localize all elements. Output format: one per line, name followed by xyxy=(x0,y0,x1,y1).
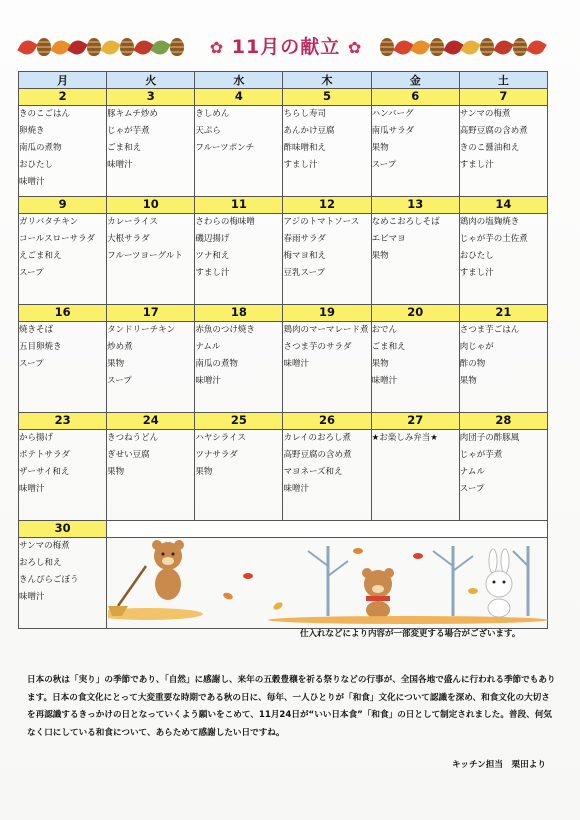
menu-item: ナムル xyxy=(195,342,221,352)
menu-item: カレイのおろし煮 xyxy=(283,433,352,443)
date-cell: 28 xyxy=(459,413,547,430)
menu-item: 酢味噌和え xyxy=(283,143,326,153)
menu-item: スープ xyxy=(19,268,44,278)
menu-row xyxy=(19,322,548,413)
menu-item: 大根サラダ xyxy=(107,234,150,244)
menu-item: きんぴらごぼう xyxy=(19,575,79,585)
flower-icon: ✿ xyxy=(347,38,363,57)
date-row xyxy=(19,413,548,430)
date-cell: 10 xyxy=(107,197,195,214)
date-cell: 24 xyxy=(107,413,195,430)
menu-item: ガリバタチキン xyxy=(19,217,79,227)
menu-item: すまし汁 xyxy=(195,268,230,278)
menu-item: ザーサイ和え xyxy=(19,467,70,477)
menu-item: おでん xyxy=(371,325,398,335)
menu-item: 味噌汁 xyxy=(107,160,133,170)
menu-cell xyxy=(371,322,459,413)
menu-row xyxy=(19,214,548,305)
menu-item: ★お楽しみ弁当★ xyxy=(371,433,438,443)
menu-item: じゃが芋煮 xyxy=(107,126,150,136)
menu-item: アジのトマトソース xyxy=(283,217,360,227)
menu-item: ツナ和え xyxy=(195,251,230,261)
weekday-sat: 土 xyxy=(459,72,547,89)
date-cell: 14 xyxy=(459,197,547,214)
menu-cell xyxy=(195,322,283,413)
menu-item: 豆乳スープ xyxy=(283,268,326,278)
menu-item: じゃが芋煮 xyxy=(459,450,503,460)
date-cell: 6 xyxy=(371,89,459,106)
date-cell: 9 xyxy=(19,197,107,214)
autumn-leaves-left-decoration xyxy=(20,34,184,60)
bear-sweeping-icon xyxy=(108,540,203,620)
washoku-day-message: 日本の秋は「実り」の季節であり、「自然」に感謝し、来年の五穀豊穣を祈る祭りなどの行事が、全国各地で盛んに行われる季節でもあります。日本の食文化にとって大変重要な時期である秋の日に、毎年、一人ひとりが「和食」文化について認識を深め、和食文化の大切さを再認識するきっかけの日となっていくよう願いをこめて、11月24日が“いい日本食”「和食」の日として制定されました。普段、何気なく口にしている和食について、あらためて感謝したい日ですね。 xyxy=(27,675,556,738)
menu-cell xyxy=(459,322,547,413)
date-cell: 30 xyxy=(19,521,107,538)
menu-item: 高野豆腐の含め煮 xyxy=(283,450,352,460)
date-cell: 19 xyxy=(283,305,371,322)
menu-cell xyxy=(371,214,459,305)
menu-item: 果物 xyxy=(107,359,125,369)
menu-item: 梅マヨ和え xyxy=(283,251,326,261)
menu-item: サンマの梅煮 xyxy=(19,541,70,551)
menu-cell xyxy=(371,430,459,521)
menu-item: タンドリーチキン xyxy=(107,325,176,335)
menu-item: 味噌汁 xyxy=(19,484,45,494)
menu-item: 酢の物 xyxy=(459,359,486,369)
menu-cell xyxy=(283,430,371,521)
menu-item: さつま芋ごはん xyxy=(459,325,520,335)
menu-item: 果物 xyxy=(371,251,389,261)
menu-item: ごま和え xyxy=(107,143,142,153)
menu-item: サンマの梅煮 xyxy=(459,109,511,119)
date-cell: 2 xyxy=(19,89,107,106)
date-cell: 3 xyxy=(107,89,195,106)
header-banner xyxy=(20,32,550,64)
menu-item: 南瓜の煮物 xyxy=(195,359,238,369)
menu-item: から揚げ xyxy=(19,433,54,443)
menu-cell xyxy=(19,214,107,305)
date-cell: 18 xyxy=(195,305,283,322)
menu-cell xyxy=(371,106,459,197)
menu-item: ちらし寿司 xyxy=(283,109,326,119)
menu-item: 果物 xyxy=(371,359,389,369)
menu-item: スープ xyxy=(107,376,132,386)
date-row xyxy=(19,521,548,538)
menu-item: 卵焼き xyxy=(19,126,45,136)
menu-item: ごま和え xyxy=(371,342,406,352)
menu-item: 果物 xyxy=(459,376,477,386)
menu-item: 炒め煮 xyxy=(107,342,133,352)
signature: キッチン担当 栗田より xyxy=(452,760,546,770)
date-cell: 20 xyxy=(371,305,459,322)
menu-cell xyxy=(459,430,547,521)
menu-item: 肉団子の酢豚風 xyxy=(459,433,520,443)
menu-cell xyxy=(283,214,371,305)
menu-item: 果物 xyxy=(107,467,125,477)
menu-item: ツナサラダ xyxy=(195,450,238,460)
menu-cell xyxy=(107,214,195,305)
menu-item: 南瓜の煮物 xyxy=(19,143,62,153)
menu-item: さつま芋のサラダ xyxy=(283,342,352,352)
menu-item: 味噌汁 xyxy=(283,359,309,369)
weekday-tue: 火 xyxy=(107,72,195,89)
date-cell: 21 xyxy=(459,305,547,322)
menu-item: 果物 xyxy=(371,143,389,153)
weekday-wed: 水 xyxy=(195,72,283,89)
menu-cell xyxy=(19,430,107,521)
menu-item: なめこおろしそば xyxy=(371,217,440,227)
menu-item: 南瓜サラダ xyxy=(371,126,415,136)
menu-cell xyxy=(195,430,283,521)
menu-item: きのこ醤油和え xyxy=(459,143,520,153)
date-row xyxy=(19,89,548,106)
menu-cell xyxy=(19,322,107,413)
menu-cell xyxy=(107,322,195,413)
date-cell: 26 xyxy=(283,413,371,430)
menu-item: フルーツポンチ xyxy=(195,143,255,153)
weekday-fri: 金 xyxy=(371,72,459,89)
date-cell: 27 xyxy=(371,413,459,430)
date-cell: 13 xyxy=(371,197,459,214)
menu-item: 高野豆腐の含め煮 xyxy=(459,126,528,136)
menu-item: おろし和え xyxy=(19,558,62,568)
date-cell: 16 xyxy=(19,305,107,322)
menu-item: 味噌汁 xyxy=(371,376,398,386)
rabbit-icon xyxy=(486,549,512,617)
weekday-header-row xyxy=(19,72,548,89)
menu-item: 味噌汁 xyxy=(19,592,45,602)
menu-item: スープ xyxy=(371,160,397,170)
autumn-illustration xyxy=(108,536,548,624)
menu-row xyxy=(19,106,548,197)
menu-cell xyxy=(19,106,107,197)
menu-item: 五目卵焼き xyxy=(19,342,62,352)
menu-cell xyxy=(107,106,195,197)
page-title xyxy=(198,32,374,59)
menu-item: おひたし xyxy=(459,251,494,261)
menu-item: すまし汁 xyxy=(459,268,494,278)
menu-item: 焼きそば xyxy=(19,325,54,335)
menu-item: きつねうどん xyxy=(107,433,159,443)
menu-cell xyxy=(19,538,107,629)
date-cell: 23 xyxy=(19,413,107,430)
date-cell: 7 xyxy=(459,89,547,106)
menu-item: おひたし xyxy=(19,160,54,170)
date-cell: 11 xyxy=(195,197,283,214)
autumn-leaves-right-decoration xyxy=(380,34,544,60)
menu-item: すまし汁 xyxy=(459,160,494,170)
menu-item: あんかけ豆腐 xyxy=(283,126,335,136)
menu-item: 天ぷら xyxy=(195,126,221,136)
menu-cell xyxy=(107,430,195,521)
menu-item: 味噌汁 xyxy=(283,484,309,494)
menu-item: マヨネーズ和え xyxy=(283,467,343,477)
date-row xyxy=(19,305,548,322)
menu-item: 豚キムチ炒め xyxy=(107,109,158,119)
menu-item: きのこごはん xyxy=(19,109,71,119)
date-cell: 4 xyxy=(195,89,283,106)
menu-cell xyxy=(283,106,371,197)
flower-icon: ✿ xyxy=(209,38,225,57)
menu-item: 鶏肉の塩麹焼き xyxy=(459,217,520,227)
menu-item: すまし汁 xyxy=(283,160,318,170)
menu-cell xyxy=(459,214,547,305)
menu-item: じゃが芋の土佐煮 xyxy=(459,234,528,244)
menu-item: 磯辺揚げ xyxy=(195,234,230,244)
menu-item: エビマヨ xyxy=(371,234,406,244)
menu-row xyxy=(19,430,548,521)
weekday-thu: 木 xyxy=(283,72,371,89)
date-cell: 12 xyxy=(283,197,371,214)
menu-item: 味噌汁 xyxy=(19,177,45,187)
menu-cell xyxy=(195,106,283,197)
menu-item: 味噌汁 xyxy=(195,376,221,386)
menu-item: 肉じゃが xyxy=(459,342,494,352)
menu-item: 春雨サラダ xyxy=(283,234,326,244)
menu-item: カレーライス xyxy=(107,217,158,227)
change-notice: 仕入れなどにより内容が一部変更する場合がございます。 xyxy=(300,629,521,639)
menu-item: 赤魚のつけ焼き xyxy=(195,325,255,335)
menu-cell xyxy=(283,322,371,413)
menu-item: ハヤシライス xyxy=(195,433,246,443)
date-cell: 25 xyxy=(195,413,283,430)
menu-item: コールスローサラダ xyxy=(19,234,95,244)
date-row xyxy=(19,197,548,214)
menu-item: さわらの梅味噌 xyxy=(195,217,255,227)
menu-item: フルーツヨーグルト xyxy=(107,251,183,261)
title-text: 11月の献立 xyxy=(231,36,341,58)
menu-item: 果物 xyxy=(195,467,213,477)
menu-item: ぎせい豆腐 xyxy=(107,450,150,460)
weekday-mon: 月 xyxy=(19,72,107,89)
menu-item: 鶏肉のマーマレード煮 xyxy=(283,325,369,335)
menu-item: えごま和え xyxy=(19,251,62,261)
menu-item: ハンバーグ xyxy=(371,109,414,119)
menu-item: ナムル xyxy=(459,467,485,477)
menu-cell xyxy=(459,106,547,197)
menu-item: スープ xyxy=(19,359,44,369)
menu-cell xyxy=(195,214,283,305)
date-cell: 5 xyxy=(283,89,371,106)
menu-item: きしめん xyxy=(195,109,230,119)
illustration-area-header xyxy=(107,521,548,538)
scattered-leaves-icon xyxy=(222,573,284,611)
menu-item: ポテトサラダ xyxy=(19,450,70,460)
bear-with-scarf-icon xyxy=(362,568,394,619)
date-cell: 17 xyxy=(107,305,195,322)
menu-item: スープ xyxy=(459,484,485,494)
